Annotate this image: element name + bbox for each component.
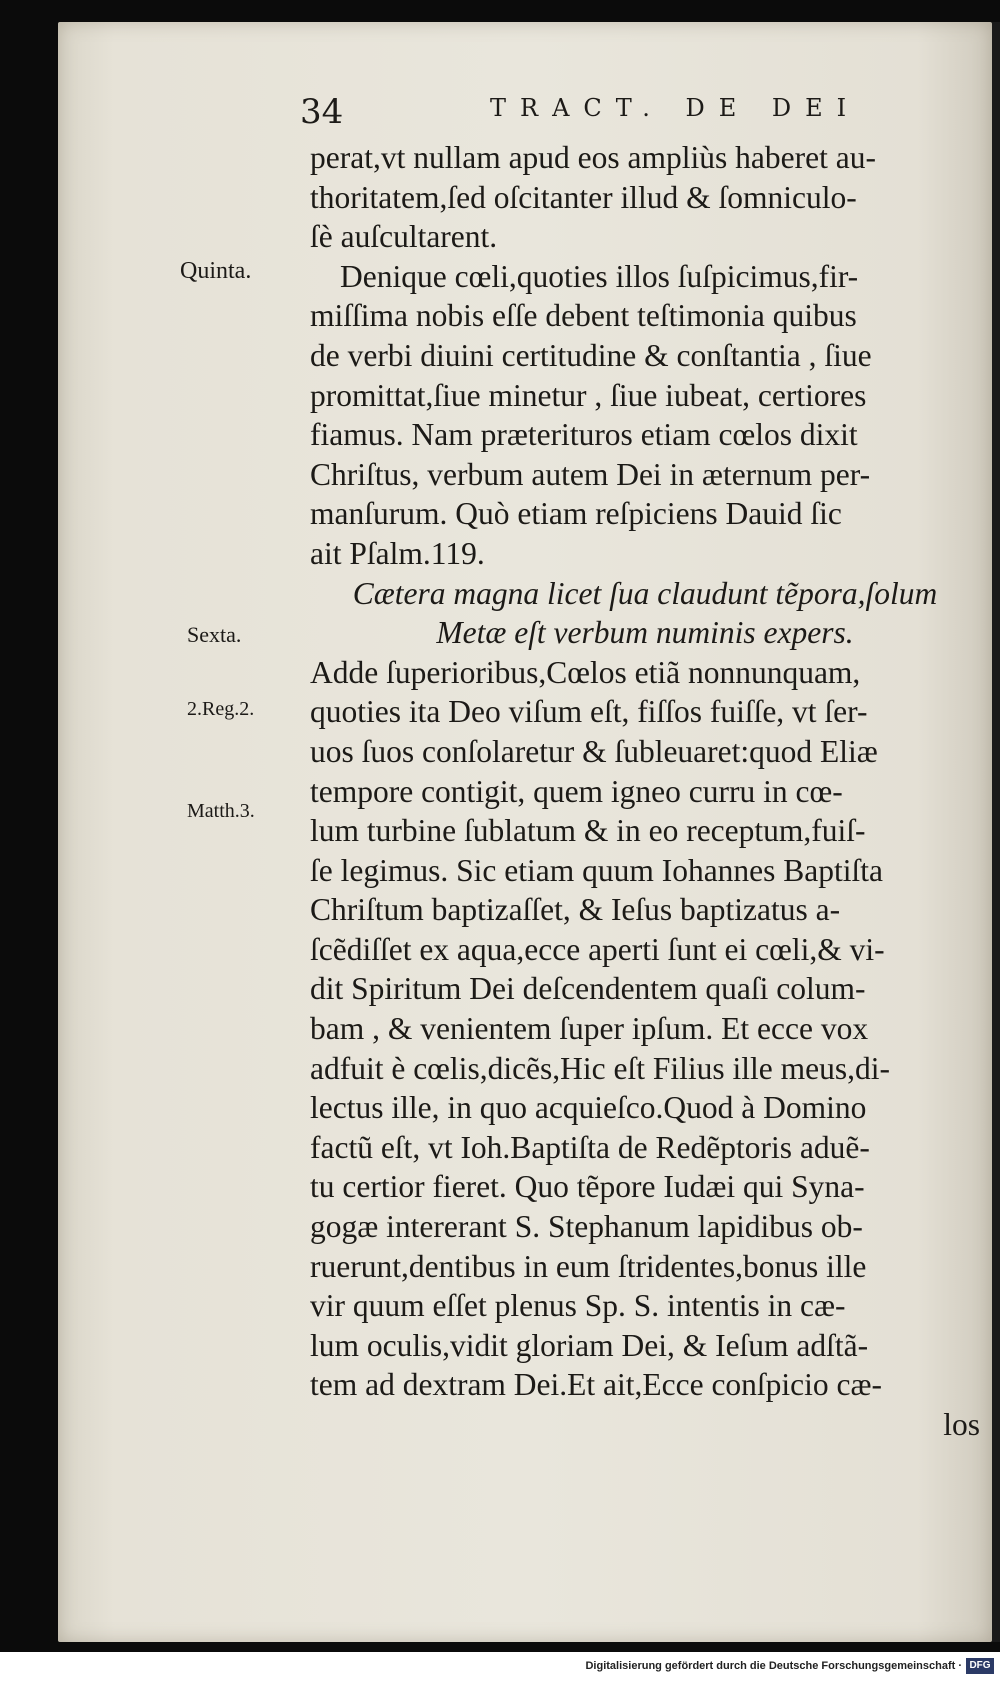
text-line: uos ſuos conſolaretur & ſubleuaret:quod Eliæ: [310, 733, 878, 769]
footer-credit: Digitalisierung gefördert durch die Deutsche Forschungsgemeinschaft ·: [585, 1660, 962, 1672]
text-line: ſè auſcultarent.: [310, 219, 498, 255]
page-header: [300, 92, 980, 136]
running-head: TRACT. DE DEI: [490, 94, 861, 122]
page-number: 34: [300, 92, 344, 132]
text-line: lum turbine ſublatum & in eo receptum,fuiſ-: [310, 813, 866, 849]
text-line: Chriſtus, verbum autem Dei in æternum per-: [310, 456, 871, 492]
text-line: promittat,ſiue minetur , ſiue iubeat, certiores: [310, 377, 867, 413]
verse-line: Metæ eſt verbum numinis expers.: [436, 615, 854, 651]
text-line: adfuit è cœlis,dicẽs,Hic eſt Filius ille meus,di-: [310, 1050, 891, 1086]
text-line: gogæ intererant S. Stephanum lapidibus ob-: [310, 1209, 863, 1245]
text-line: ait Pſalm.119.: [310, 535, 485, 571]
text-line: bam , & venientem ſuper ipſum. Et ecce vox: [310, 1011, 869, 1047]
text-line: Denique cœli,quoties illos ſuſpicimus,fir-: [340, 258, 859, 294]
digitization-footer: [0, 1652, 1000, 1683]
text-line: tempore contigit, quem igneo curru in cœ-: [310, 773, 843, 809]
text-line: tem ad dextram Dei.Et ait,Ecce conſpicio cæ-: [310, 1367, 883, 1403]
text-line: tu certior fieret. Quo tẽpore Iudæi qui Syna-: [310, 1169, 865, 1205]
catchword: los: [943, 1407, 980, 1442]
text-line: perat,vt nullam apud eos ampliùs haberet au-: [310, 140, 876, 175]
marginal-note-matth: Matth.3.: [187, 800, 255, 822]
text-line: de verbi diuini certitudine & conſtantia , ſiue: [310, 337, 872, 373]
marginal-note-sexta: Sexta.: [187, 622, 242, 647]
page-edge-shadow: [992, 22, 1000, 1642]
text-line: quoties ita Deo viſum eſt, fiſſos fuiſſe, vt ſer-: [310, 694, 868, 730]
text-line: ruerunt,dentibus in eum ſtridentes,bonus ille: [310, 1248, 867, 1284]
marginal-note-reg: 2.Reg.2.: [187, 698, 255, 720]
text-line: ſe legimus. Sic etiam quum Iohannes Baptiſta: [310, 852, 884, 888]
text-line: Adde ſuperioribus,Cœlos etiã nonnunquam,: [310, 654, 861, 690]
text-line: manſurum. Quò etiam reſpiciens Dauid ſic: [310, 496, 842, 532]
text-line: vir quum eſſet plenus Sp. S. intentis in cæ-: [310, 1288, 846, 1324]
dfg-logo: DFG: [966, 1658, 994, 1674]
text-line: lectus ille, in quo acquieſco.Quod à Domino: [310, 1090, 867, 1126]
verse-line: Cætera magna licet ſua claudunt tẽpora,ſolum: [352, 575, 938, 611]
text-line: ſcẽdiſſet ex aqua,ecce aperti ſunt ei cœli,& vi-: [310, 931, 885, 967]
text-line: Chriſtum baptizaſſet, & Ieſus baptizatus a-: [310, 892, 841, 928]
text-line: miſſima nobis eſſe debent teſtimonia quibus: [310, 298, 857, 334]
text-line: factũ eſt, vt Ioh.Baptiſta de Redẽptoris aduẽ-: [310, 1129, 870, 1165]
text-line: lum oculis,vidit gloriam Dei, & Ieſum adſtã-: [310, 1327, 869, 1363]
text-line: dit Spiritum Dei deſcendentem quaſi colum-: [310, 971, 866, 1007]
marginal-note-quinta: Quinta.: [180, 258, 252, 284]
text-line: fiamus. Nam præterituros etiam cœlos dixit: [310, 417, 858, 453]
body-text: [310, 138, 980, 1445]
text-line: thoritatem,ſed oſcitanter illud & ſomniculo-: [310, 179, 857, 215]
